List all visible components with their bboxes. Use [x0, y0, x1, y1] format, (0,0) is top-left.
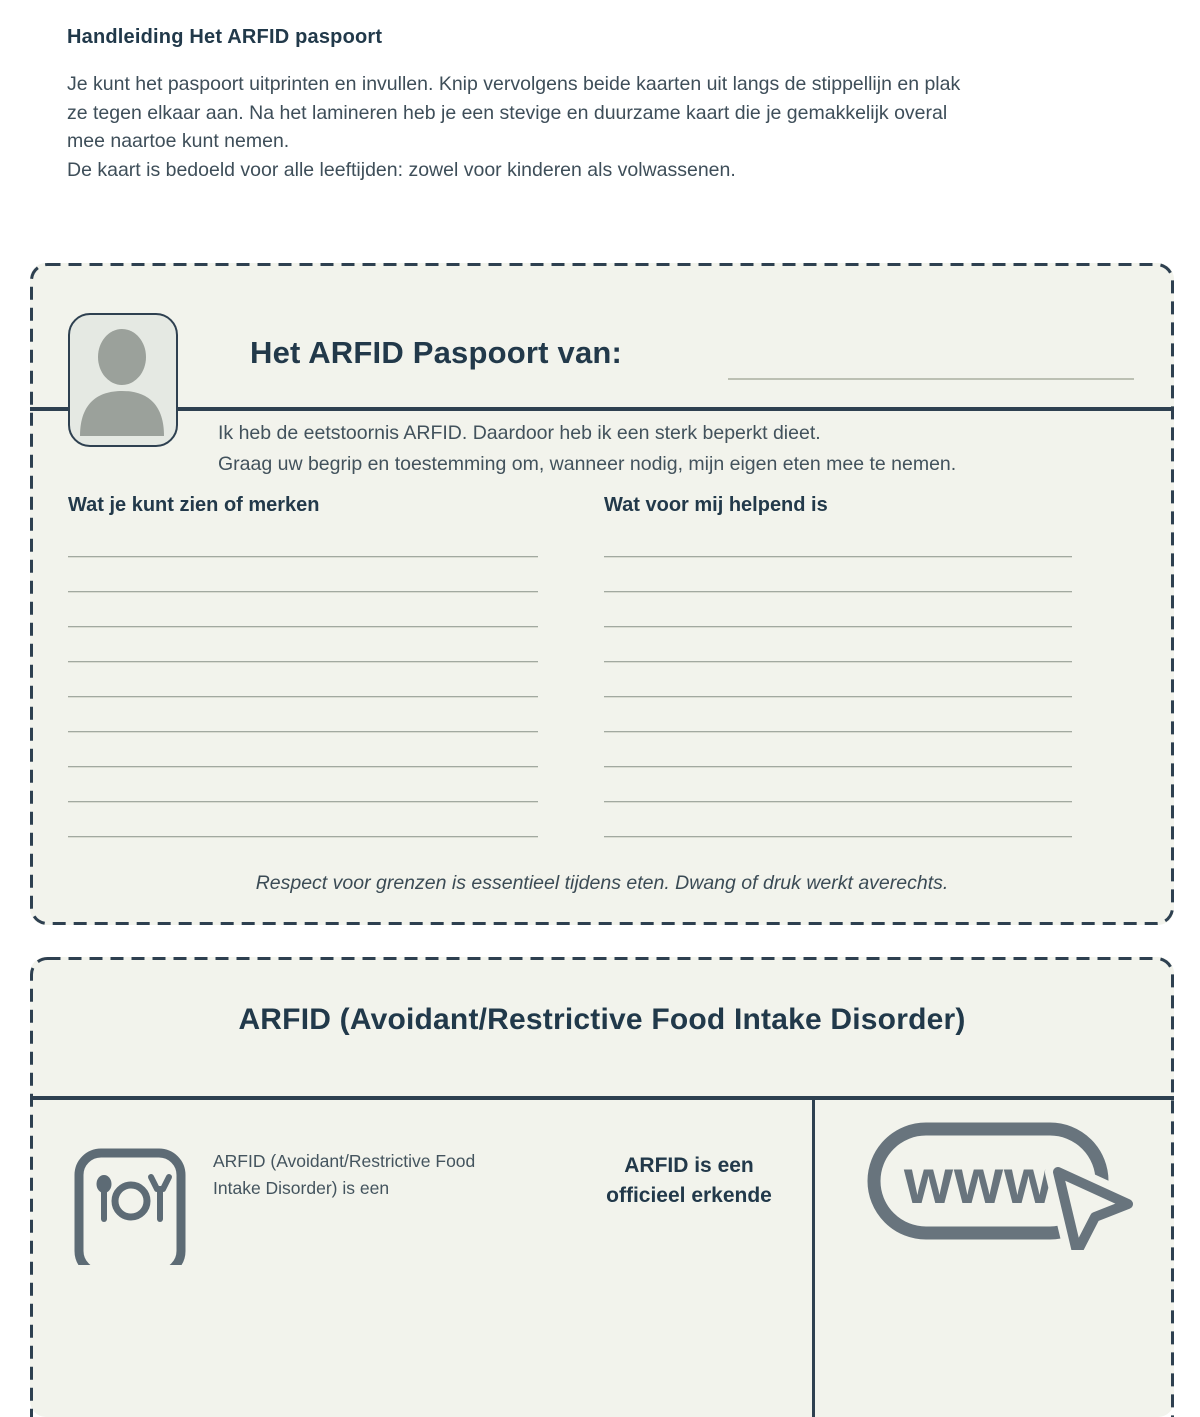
passport-footer-note: Respect voor grenzen is essentieel tijdens eten. Dwang of druk werkt averechts. [30, 872, 1174, 895]
writing-line [604, 731, 1072, 733]
writing-line [68, 696, 538, 698]
passport-header-divider [30, 407, 1174, 411]
writing-line [604, 696, 1072, 698]
text-line: mee naartoe kunt nemen. [67, 127, 1177, 156]
info-left-text [213, 1148, 475, 1202]
right-column-header: Wat voor mij helpend is [604, 494, 828, 517]
passport-card [30, 263, 1174, 925]
text-line: Je kunt het paspoort uitprinten en invullen. Knip vervolgens beide kaarten uit langs de stippellijn en plak [67, 70, 1177, 99]
writing-line [604, 766, 1072, 768]
manual-body [67, 70, 1177, 184]
writing-line [68, 766, 538, 768]
text-line: ARFID is een [519, 1151, 859, 1181]
writing-line [68, 591, 538, 593]
info-card-title: ARFID (Avoidant/Restrictive Food Intake Disorder) [30, 1003, 1174, 1037]
writing-line [604, 801, 1072, 803]
writing-line [604, 626, 1072, 628]
passport-title: Het ARFID Paspoort van: [250, 335, 622, 371]
text-line: ze tegen elkaar aan. Na het lamineren heb je een stevige en duurzame kaart die je gemakkelijk overal [67, 99, 1177, 128]
writing-line [68, 556, 538, 558]
right-column-writing-lines [604, 556, 1072, 871]
www-cursor-icon [865, 1120, 1135, 1250]
info-card-column-divider [812, 1096, 815, 1417]
www-label: www [903, 1147, 1054, 1217]
left-column-writing-lines [68, 556, 538, 871]
writing-line [604, 836, 1072, 838]
writing-line [68, 801, 538, 803]
writing-line [68, 836, 538, 838]
cutlery-plate-icon [73, 1145, 187, 1265]
text-line: Ik heb de eetstoornis ARFID. Daardoor heb ik een sterk beperkt dieet. [218, 418, 956, 449]
writing-line [68, 626, 538, 628]
info-card-divider [30, 1096, 1174, 1100]
person-silhouette-icon [70, 315, 175, 444]
writing-line [604, 591, 1072, 593]
text-line: Graag uw begrip en toestemming om, wanneer nodig, mijn eigen eten mee te nemen. [218, 449, 956, 480]
writing-line [68, 731, 538, 733]
writing-line [68, 661, 538, 663]
text-line: ARFID (Avoidant/Restrictive Food [213, 1148, 475, 1175]
info-middle-text [519, 1151, 859, 1211]
text-line: officieel erkende [519, 1181, 859, 1211]
manual-title: Handleiding Het ARFID paspoort [67, 26, 1177, 49]
writing-line [604, 661, 1072, 663]
arfid-info-card [30, 957, 1174, 1417]
text-line: De kaart is bedoeld voor alle leeftijden: zowel voor kinderen als volwassenen. [67, 156, 1177, 185]
passport-statement [218, 418, 956, 480]
left-column-header: Wat je kunt zien of merken [68, 494, 320, 517]
writing-line [604, 556, 1072, 558]
manual-section [67, 26, 1177, 184]
name-fill-in-line [728, 378, 1134, 380]
photo-placeholder [68, 313, 178, 447]
text-line: Intake Disorder) is een [213, 1175, 475, 1202]
